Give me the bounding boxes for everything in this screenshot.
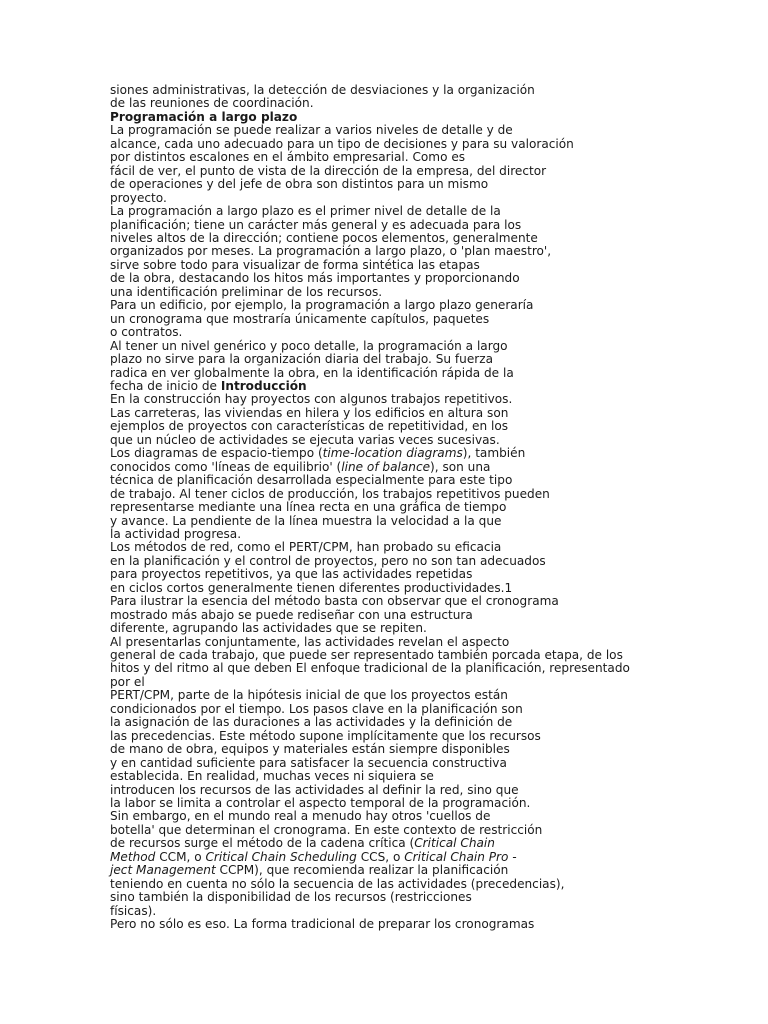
text-line: En la construcción hay proyectos con algunos trabajos repetitivos.	[110, 392, 513, 407]
text-run: CCM, o	[155, 849, 206, 864]
text-line: un cronograma que mostraría únicamente capítulos, paquetes	[110, 311, 490, 326]
text-line: la asignación de las duraciones a las actividades y la definición de	[110, 715, 513, 730]
text-line: de operaciones y del jefe de obra son distintos para un mismo	[110, 177, 489, 192]
text-line: y avance. La pendiente de la línea muestra la velocidad a la que	[110, 513, 502, 528]
text-line: Para un edificio, por ejemplo, la programación a largo plazo generaría	[110, 298, 534, 313]
text-line: por el	[110, 674, 145, 689]
text-line: diferente, agrupando las actividades que se repiten.	[110, 621, 427, 636]
text-line: teniendo en cuenta no sólo la secuencia de las actividades (precedencias),	[110, 876, 565, 891]
text-line: Al presentarlas conjuntamente, las actividades revelan el aspecto	[110, 634, 510, 649]
italic-term: Method	[110, 849, 156, 864]
text-line: Pero no sólo es eso. La forma tradicional de preparar los cronogramas	[110, 917, 535, 932]
text-line: Para ilustrar la esencia del método basta con observar que el cronograma	[110, 594, 559, 609]
text-line: sino también la disponibilidad de los recursos (restricciones	[110, 890, 472, 905]
text-line: sirve sobre todo para visualizar de forma sintética las etapas	[110, 257, 480, 272]
text-line: Las carreteras, las viviendas en hilera y los edificios en altura son	[110, 405, 509, 420]
text-run: Los diagramas de espacio-tiempo (	[110, 446, 323, 461]
text-line: Al tener un nivel genérico y poco detalle, la programación a largo	[110, 338, 508, 353]
text-line: Los métodos de red, como el PERT/CPM, han probado su eficacia	[110, 540, 502, 555]
text-line	[110, 864, 760, 877]
text-line	[110, 851, 760, 864]
text-line: plazo no sirve para la organización diaria del trabajo. Su fuerza	[110, 352, 493, 367]
text-line: fácil de ver, el punto de vista de la dirección de la empresa, del director	[110, 163, 547, 178]
text-line: establecida. En realidad, muchas veces ni siquiera se	[110, 769, 434, 784]
text-line: introducen los recursos de las actividades al definir la red, sino que	[110, 782, 519, 797]
text-line	[110, 380, 760, 393]
text-line: proyecto.	[110, 190, 167, 205]
text-line: la actividad progresa.	[110, 526, 242, 541]
text-line: en ciclos cortos generalmente tienen diferentes productividades.1	[110, 580, 513, 595]
text-line: botella' que determinan el cronograma. En este contexto de restricción	[110, 822, 543, 837]
text-line: mostrado más abajo se puede rediseñar con una estructura	[110, 607, 473, 622]
text-line: o contratos.	[110, 325, 183, 340]
italic-term: Critical Chain	[414, 836, 495, 851]
text-line: La programación a largo plazo es el primer nivel de detalle de la	[110, 204, 501, 219]
text-line: de mano de obra, equipos y materiales están siempre disponibles	[110, 742, 510, 757]
section-heading: Introducción	[220, 378, 307, 393]
text-line	[110, 837, 760, 850]
text-run: de recursos surge el método de la cadena crítica (	[110, 836, 415, 851]
text-line: ejemplos de proyectos con características de repetitividad, en los	[110, 419, 509, 434]
text-line: una identificación preliminar de los recursos.	[110, 284, 383, 299]
text-line: general de cada trabajo, que puede ser representado también porcada etapa, de los	[110, 648, 623, 663]
text-line: físicas).	[110, 903, 157, 918]
text-line	[110, 461, 760, 474]
italic-term: ject Management	[110, 863, 216, 878]
text-line: de las reuniones de coordinación.	[110, 96, 314, 111]
text-line: condicionados por el tiempo. Los pasos clave en la planificación son	[110, 701, 523, 716]
text-line: en la planificación y el control de proyectos, pero no son tan adecuados	[110, 553, 546, 568]
text-run: ), también	[462, 446, 526, 461]
section-heading: Programación a largo plazo	[110, 109, 298, 124]
text-line: la labor se limita a controlar el aspecto temporal de la programación.	[110, 796, 531, 811]
text-line: planificación; tiene un carácter más general y es adecuada para los	[110, 217, 522, 232]
text-line: La programación se puede realizar a varios niveles de detalle y de	[110, 123, 513, 138]
text-line: para proyectos repetitivos, ya que las actividades repetidas	[110, 567, 473, 582]
text-run: CCS, o	[356, 849, 405, 864]
text-line: representarse mediante una línea recta en una gráfica de tiempo	[110, 500, 507, 515]
text-line: de trabajo. Al tener ciclos de producción, los trabajos repetitivos pueden	[110, 486, 550, 501]
italic-term: line of balance	[341, 459, 431, 474]
text-run: ), son una	[430, 459, 491, 474]
italic-term: Critical Chain Scheduling	[205, 849, 357, 864]
text-line: de la obra, destacando los hitos más importantes y proporcionando	[110, 271, 520, 286]
text-line: niveles altos de la dirección; contiene pocos elementos, generalmente	[110, 230, 538, 245]
text-line	[110, 447, 760, 460]
text-line: PERT/CPM, parte de la hipótesis inicial de que los proyectos están	[110, 688, 508, 703]
text-line: organizados por meses. La programación a largo plazo, o 'plan maestro',	[110, 244, 552, 259]
italic-term: Critical Chain Pro -	[404, 849, 517, 864]
text-line: por distintos escalones en el ámbito empresarial. Como es	[110, 150, 466, 165]
text-line: y en cantidad suficiente para satisfacer la secuencia constructiva	[110, 755, 507, 770]
text-line: siones administrativas, la detección de desviaciones y la organización	[110, 83, 535, 97]
text-line: las precedencias. Este método supone implícitamente que los recursos	[110, 728, 541, 743]
text-line: Sin embargo, en el mundo real a menudo hay otros 'cuellos de	[110, 809, 491, 824]
document-body	[110, 84, 760, 932]
text-line: que un núcleo de actividades se ejecuta varias veces sucesivas.	[110, 432, 500, 447]
italic-term: time-location diagrams	[322, 446, 463, 461]
text-run: CCPM), que recomienda realizar la planificación	[215, 863, 509, 878]
text-run: conocidos como 'líneas de equilibrio' (	[110, 459, 342, 474]
text-line: hitos y del ritmo al que deben El enfoque tradicional de la planificación, representado	[110, 661, 630, 676]
text-line: técnica de planificación desarrollada especialmente para este tipo	[110, 473, 513, 488]
text-line: radica en ver globalmente la obra, en la identificación rápida de la	[110, 365, 514, 380]
text-line: alcance, cada uno adecuado para un tipo de decisiones y para su valoración	[110, 136, 574, 151]
text-run: fecha de inicio de	[110, 378, 221, 393]
